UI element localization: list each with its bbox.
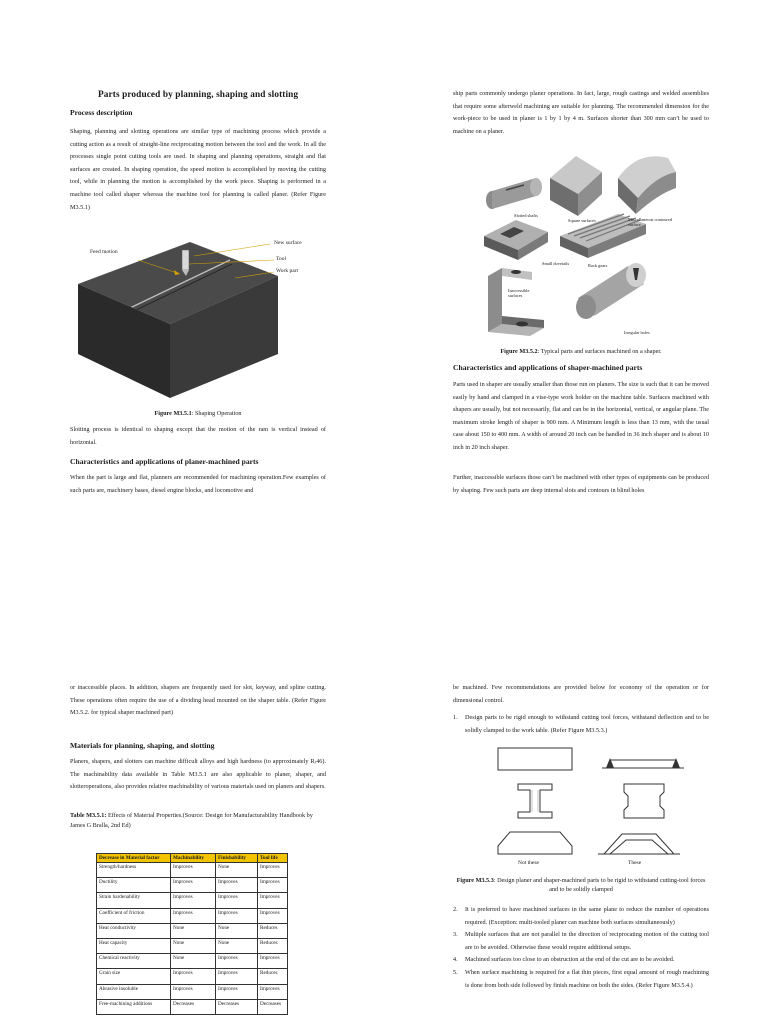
figure-shaping-operation	[70, 226, 326, 406]
table-cell: Decreases	[216, 999, 258, 1014]
table-row	[97, 878, 288, 893]
figure1-caption-label: Figure M3.5.1	[154, 410, 192, 417]
material-properties-table	[96, 853, 288, 1015]
page2-left-paragraph: or inaccessible places. In addition, shapers are frequently used for slot, keyway, and spline cutting. These operations often require the use of a dividing head mounted on the shaper table. (Refer Figure M3.5.2. for typical shaper machined part)	[70, 684, 326, 717]
figure3-caption-text: : Design planer and shaper-machined parts to be rigid to withstand cutting-tool forces and to be solidly clamped	[493, 877, 706, 893]
list-item	[453, 967, 709, 992]
label-work-part: Work part	[276, 268, 299, 274]
table-cell: Strain hardenability	[97, 893, 171, 908]
recommendations-list	[453, 904, 709, 992]
table-cell: Improves	[216, 969, 258, 984]
table-cell: Ductility	[97, 878, 171, 893]
shaper-text	[453, 379, 709, 455]
table-cell: Heat capacity	[97, 938, 171, 953]
figure3-caption-label: Figure M3.5.3	[456, 877, 494, 884]
shaper-parts-illustration	[478, 148, 678, 344]
table-header-row	[97, 854, 288, 863]
table-row	[97, 908, 288, 923]
table-row	[97, 923, 288, 938]
label-these: These	[628, 860, 642, 866]
table-cell: None	[171, 954, 216, 969]
label-tool: Tool	[276, 256, 287, 262]
table-cell: Improves	[258, 954, 288, 969]
label-square-surfaces: Square surfaces	[568, 218, 596, 223]
list-item	[453, 712, 709, 737]
planer-heading-wrap	[70, 456, 326, 469]
table-row	[97, 893, 288, 908]
list-item	[453, 904, 709, 929]
recommendation-1	[453, 712, 709, 737]
list-item-number: 2.	[453, 906, 458, 913]
figure3-caption	[453, 876, 709, 894]
table-cell: Improves	[258, 878, 288, 893]
slotting-paragraph: Slotting process is identical to shaping except that the motion of the ram is vertical instead of horizontal.	[70, 426, 326, 446]
figure-rigid-design	[488, 742, 688, 872]
table-cell: Improves	[258, 863, 288, 878]
table-cell: None	[171, 923, 216, 938]
planer-heading: Characteristics and applications of planer-machined parts	[70, 457, 259, 466]
list-item-number: 5.	[453, 968, 458, 976]
table-cell: Reduces	[258, 923, 288, 938]
table-row	[97, 984, 288, 999]
figure2-caption	[453, 346, 709, 359]
planer-paragraph: When the part is large and flat, planners are recommended for machining operation.Few examples of such parts are, machinery bases, diesel engine blocks, and locomotive and	[70, 474, 326, 494]
shaper-paragraph: Parts used in shaper are usually smaller than those run on planers. The size is such that it can be moved easily by hand and clamped in a vise-type work holder on the machine table. Surfaces machined with shapers are usually, but not necessarily, flat and can be in the horizontal, vertical, or angular plane. The maximum stroke length of shaper is 900 mm. A Minimum length is less than 13 mm, with the usual case about 150 to 400 mm. A width of around 20 inch can be handled in 36 inch shaper and is about 10 inch in 20 inch shaper.	[453, 381, 709, 451]
table-cell: Improves	[171, 863, 216, 878]
process-paragraph: Shaping, planning and slotting operations are similar type of machining process which provide a cutting action as a result of straight-line reciprocating motion between the tool and the work. In all the processes single point cutting tools are used. In shaping and planning operations, straight and flat surfaces are created. In shaping operation, the speed motion is accomplished by moving the cutting tool, while in planning the motion is accomplished by the work piece. Shaping is performed in a machine tool called shaper whereas the machine tool for planning is called planer. (Refer Figure M3.5.1)	[70, 128, 326, 211]
list-item-text: Machined surfaces too close to an obstruction at the end of the cut are to be avoided.	[465, 956, 675, 964]
table-cell: Improves	[171, 878, 216, 893]
table-cell: Improves	[258, 893, 288, 908]
table-cell: Improves	[258, 984, 288, 999]
page2-right-intro-paragraph: be machined. Few recommendations are provided below for economy of the operation or for dimensional control.	[453, 684, 709, 704]
table-row	[97, 938, 288, 953]
rigid-design-illustration	[488, 742, 688, 872]
materials-text	[70, 756, 326, 794]
table-cell: Improves	[216, 893, 258, 908]
label-small-dovetails: Small dovetails	[542, 261, 570, 266]
table-cell: Improves	[171, 969, 216, 984]
label-slotted-shafts: Slotted shafts	[514, 213, 538, 218]
figure1-caption	[70, 408, 326, 421]
list-item-text: When surface machining is required for a flat thin pieces, first equal amount of rough machining is done from both side followed by finish machine on both the sides. (Refer Figure M3.5.4.)	[465, 968, 709, 989]
table-cell: Improves	[216, 954, 258, 969]
right-top-paragraph: ship parts commonly undergo planer operations. In fact, large, rough castings and welded assemblies that require some afterweld machining are suitable for planning. The recommended dimension for the work-piece to be used in planer is 1 by 1 by 4 m. Surfaces shorter than 300 mm can’t be used to machine on a planer.	[453, 90, 709, 135]
figure1-caption-text: : Shaping Operation	[191, 410, 242, 417]
shaper-heading: Characteristics and applications of shaper-machined parts	[453, 363, 643, 372]
label-not-these: Not these	[518, 860, 539, 866]
shaper-heading-wrap	[453, 362, 709, 375]
table-cell: Improves	[216, 984, 258, 999]
table-cell: Grain size	[97, 969, 171, 984]
table-cell: Chemical reactivity	[97, 954, 171, 969]
table-cell: Decreases	[171, 999, 216, 1014]
figure2-caption-label: Figure M3.5.2	[500, 348, 538, 355]
shaper-text-2	[453, 472, 709, 497]
table-caption-label: Table M3.5.1:	[70, 812, 107, 819]
figure2-caption-text: : Typical parts and surfaces machined on a shaper.	[537, 348, 662, 355]
table-row	[97, 969, 288, 984]
page2-right-intro	[453, 682, 709, 707]
planer-text	[70, 472, 326, 497]
figure-shaper-parts	[478, 148, 678, 344]
table-row	[97, 954, 288, 969]
table-header-cell: Tool life	[258, 854, 288, 863]
label-misc-contoured: Miscellaneous contoured surface	[628, 217, 673, 227]
table-header-cell: Machinability	[171, 854, 216, 863]
label-inaccessible-surfaces: Inaccessible surfaces	[508, 288, 530, 298]
list-item	[453, 929, 709, 954]
table-header-cell: Decrease in Material factor	[97, 854, 171, 863]
table-cell: None	[171, 938, 216, 953]
list-item-number: 1.	[453, 714, 458, 721]
table-cell: Improves	[216, 908, 258, 923]
table-cell: Improves	[258, 908, 288, 923]
table-cell: None	[216, 863, 258, 878]
shaper-paragraph-2: Further, inaccessible surfaces those can’t be machined with other types of equipments can be produced by shaping. Few such parts are deep internal slots and contours in blind holes	[453, 474, 709, 494]
table-cell: Heat conductivity	[97, 923, 171, 938]
process-heading: Process description	[70, 108, 133, 117]
table-cell: Reduces	[258, 969, 288, 984]
label-irregular-holes: Irregular holes	[624, 330, 650, 335]
list-item-text: It is preferred to have machined surfaces in the same plane to reduce the number of operations required. (Exception: multi-tooled planer can machine both surfaces simultaneously)	[465, 906, 709, 926]
materials-paragraph: Planers, shapers, and slotters can machine difficult alloys and high hardness (to approximately Rⱼ46). The machinability data available in Table M3.5.1 are also applicable to planer, shaper, and slotteroperations, also provides relative machinability of various materials used on planers and shapers.	[70, 758, 326, 791]
table-cell: Improves	[216, 878, 258, 893]
table-caption	[70, 811, 326, 831]
table-cell: Improves	[171, 893, 216, 908]
materials-heading-wrap	[70, 740, 326, 753]
table-cell: Coefficient of friction	[97, 908, 171, 923]
process-description	[70, 126, 326, 214]
list-item	[453, 954, 709, 967]
table-cell: Strength/hardness	[97, 863, 171, 878]
table-cell: Free-machining additions	[97, 999, 171, 1014]
list-item-text: Multiple surfaces that are not parallel in the direction of reciprocating motion of the cutting tool are to be avoided. Otherwise these would require additional setups.	[465, 931, 709, 951]
slotting-text	[70, 424, 326, 449]
table-header-cell: Finishability	[216, 854, 258, 863]
table-cell: Reduces	[258, 938, 288, 953]
list-item-number: 3.	[453, 931, 458, 939]
table-cell: None	[216, 938, 258, 953]
list-item-text: Design parts to be rigid enough to withstand cutting tool forces, withstand deflection and to be solidly clamped to the work table. (Refer Figure M3.5.3.)	[465, 714, 709, 734]
list-item-number: 4.	[453, 956, 458, 964]
right-top-text	[453, 88, 709, 138]
label-rack-gears: Rack gears	[588, 263, 608, 268]
table-cell: Improves	[171, 984, 216, 999]
table-row	[97, 999, 288, 1014]
materials-heading: Materials for planning, shaping, and slotting	[70, 741, 215, 750]
label-feed-motion: Feed motion	[90, 249, 118, 255]
table-cell: None	[216, 923, 258, 938]
table-caption-text: Effects of Material Properties.(Source: Design for Manufacturability Handbook by James G Bralla, 2nd Ed)	[70, 812, 313, 829]
left-column-top	[70, 107, 326, 120]
table-cell: Decreases	[258, 999, 288, 1014]
label-new-surface: New surface	[274, 240, 302, 246]
page-title: Parts produced by planning, shaping and slotting	[98, 90, 299, 100]
table-cell: Abrasive insoluble	[97, 984, 171, 999]
page2-left-text	[70, 682, 326, 720]
table-row	[97, 863, 288, 878]
table-cell: Improves	[171, 908, 216, 923]
